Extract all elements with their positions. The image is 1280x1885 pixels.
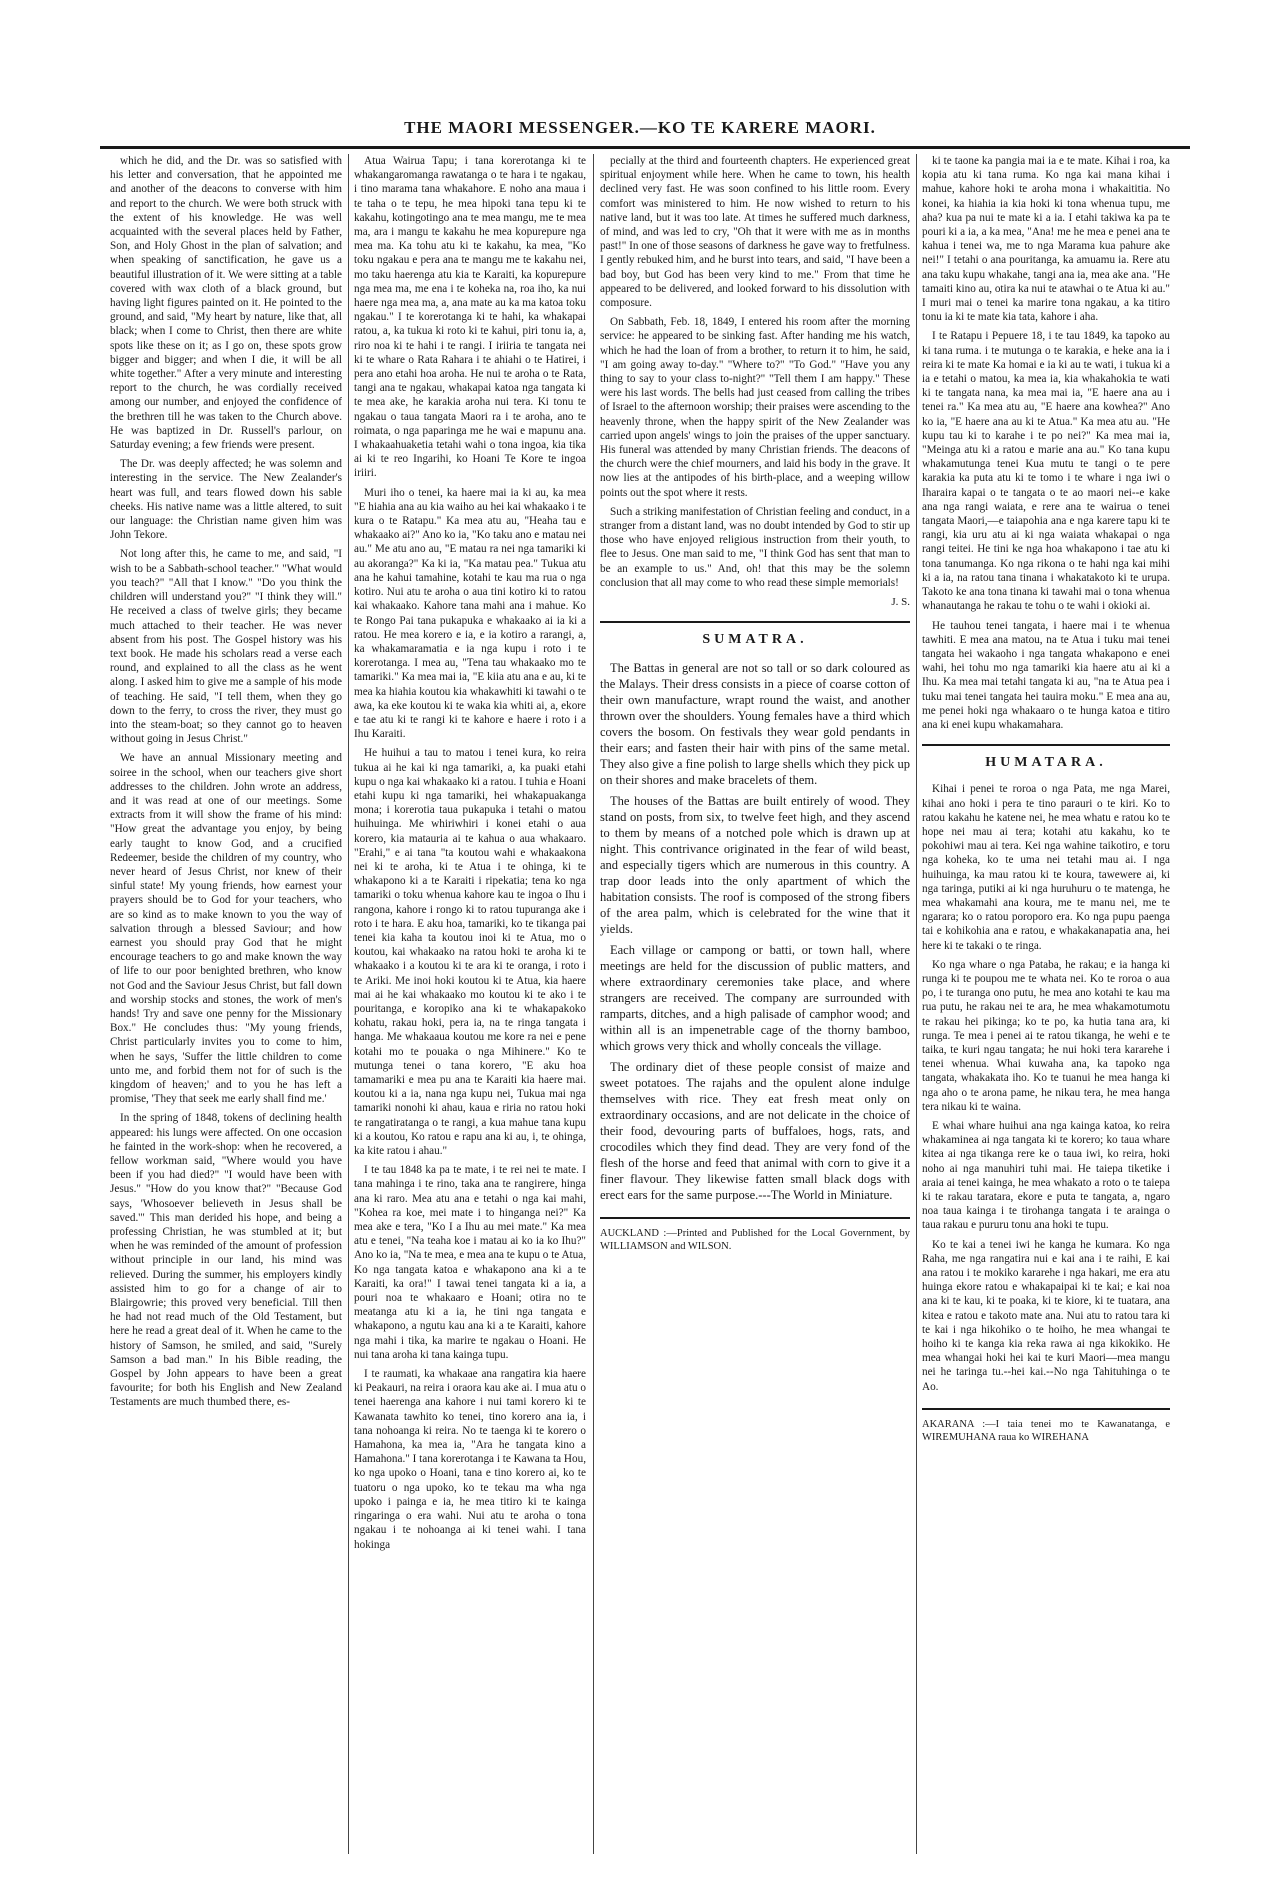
page-header-title: THE MAORI MESSENGER.—KO TE KARERE MAORI.: [404, 118, 876, 137]
column-maori-humatara: [922, 154, 1170, 1854]
paragraph: I te raumati, ka whakaae ana rangatira kia haere ki Peakauri, na reira i oraora kau ake ai. I mua atu o tenei haerenga ana kahore i nui tami korero ki te Kawanata tawhito ko tenei, tino korero ana ia, i tana nohoanga ki reira. No te taenga ki te korero o Hamahona, ka mea ia, "Ara he tangata kino a Hamahona." I tana korerotanga i te Kawana ta Hou, ko nga upoko o Hoani, tana e tino korero ai, ko te tuatoru o nga upoko, ko te tekau ma wha nga upoko i painga e ia, he mea titiro ki te kainga ringaringa o era wahi. Nui atu te aroha o tona ngakau i te nohoanga ai ki tenei wahi. I tana hokinga: [354, 1368, 586, 1551]
column-rule: [348, 154, 349, 1854]
column-rule: [916, 154, 917, 1854]
header-rule: [100, 146, 1190, 149]
paragraph: The houses of the Battas are built entirely of wood. They stand on posts, from six, to twelve feet high, and they ascend to them by means of a notched pole which is drawn up at night. This contrivance originated in the fear of wild beast, and especially tigers which are numerous in this country. A trap door leads into the only apartment of which the habitation consists. The roof is composed of the strong fibers of the area palm, which is celebrated for the wine that it yields.: [600, 793, 910, 936]
article-title-humatara: HUMATARA.: [922, 744, 1170, 770]
paragraph: ki te taone ka pangia mai ia e te mate. Kihai i roa, ka kopia atu ki tana ruma. Ko nga kai mana kihai i mahue, kahore hoki te aroha mona i whakaititia. No konei, ka hiahia ia kia hoki ki tona whenua tupu, me aha? kua pa nui te mate ki a ia. I etahi takiwa ka pa te pouri ki a ia, a ka mea, "Ana! me he mea e penei ana te kahua i tenei wa, me to nga Marama kua pahure ake nei!" I tetahi o ana pouritanga, ka amuamu ia. Rere atu ana taku kupu whakahe, tangi ana ia, mea ake ana. "He tamaiti kino au, otira ka nui te atawhai o te Atua ki au." I muri mai o tenei ka marire tona ngakau, a ka titiro tonu ia ki te mate kia tata, kahore i aha.: [922, 155, 1170, 324]
paragraph: The Battas in general are not so tall or so dark coloured as the Malays. Their dress consists in a piece of coarse cotton of their own manufacture, wrapt round the waist, and another thrown over the shoulders. Young females have a third which covers the bosom. On festivals they wear gold pendants in their ears; and fasten their hair with pins of the same metal. They also give a fine polish to large shells which they pick up on their shores and make bracelets of them.: [600, 660, 910, 787]
paragraph: I te Ratapu i Pepuere 18, i te tau 1849, ka tapoko au ki tana ruma. i te mutunga o te karakia, e heke ana ia i reira ki te mate Ka homai e ia ki au te wati, i tukua ki a ia e tetahi o matou, ka mea ia, kia whakahokia te wati ki te tangata nana, ka mea mai ia, "E haere ana au i tenei ra." Ka mea atu au, "E haere ana kowhea?" Ano ko ia, "E haere ana au ki te Atua." Ka mea atu au. "He kupu tau ki to karahe i te po nei?" Ka mea mai ia, "Meinga atu ki a ratou e marie ana au." Ko tana kupu whakamutunga tenei Kua mutu te tangi o te pere karakia ka puta atu ki te tomo i te whare i nga iwi o Iharaira kapai o te tangata o te ao maori nei--e kake ana nga rangi waiata, e rere ana te wairua o tenei tangata Maori,—e taiapohia ana e nga karere tapu ki te rangi, kia uru atu ai ki nga waiata whakapai o nga rangi teitei. He tini ke nga hoa whakapono i tae atu ki tona tanumanga. Ko nga rikona o te hahi nga kai mihi ki a ia, na ratou tana tinana i whakatakoto ki te urupa. Takoto ke ana tona tinana ki tawahi mai o tona whenua whanautanga he rakau te tohu o te wahi i okioki ai.: [922, 330, 1170, 613]
paragraph: I te tau 1848 ka pa te mate, i te rei nei te mate. I tana mahinga i te rino, taka ana te rangirere, hinga ana ki raro. Mea atu ana e tetahi o nga kai mahi, "Kohea ra koe, mei mate i to hinganga nei?" Ka mea ake e tera, "Ko I a Ihu au mei mate." Ka mea atu e tenei, "Na teaha koe i matau ai ko ia ko Ihu?" Ano ko ia, "Na te mea, e mea ana te kupu o te Atua, Ko nga tangata katoa e whakapono ana ki a te Karaiti, ka ora!" I tawai tenei tangata ki a ia, a pouri noa te whakaaro e Hoani; otira no te meatanga atu ki a ia, he tini nga tangata e whakapono, a ngutu kau ana ki a te Karaiti, kahore nga mahi i tika, ka marire te ngakau o Hoani. He nui tana aroha ki tana kainga tupu.: [354, 1164, 586, 1361]
paragraph: Such a striking manifestation of Christian feeling and conduct, in a stranger from a distant land, was no doubt intended by God to stir up those who have enjoyed religious instruction from their youth, to flee to Jesus. One man said to me, "I think God has sent that man to be an example to us." And, oh! that this may be the solemn conclusion that all may come to who read these simple memorials!: [600, 505, 910, 589]
paragraph: On Sabbath, Feb. 18, 1849, I entered his room after the morning service: he appeared to be sinking fast. After handing me his watch, which he had the loan of from a brother, to return it to him, he said, "I am going away to-day." "Where to?" "To God." "Have you any thing to say to your class to-night?" "Tell them I am happy." These were his last words. The bells had just ceased from calling the tribes of Israel to the afternoon worship; their praises were ascending to the heavenly throne, when the happy spirit of the New Zealander was carried upon angels' wings to join the praises of the upper sanctuary. His funeral was attended by many Christian friends. The deacons of the church were the chief mourners, and laid his body in the grave. It now lies at the antipodes of his birth-place, and a weeping willow points out the spot where it rests.: [600, 316, 910, 499]
paragraph: Atua Wairua Tapu; i tana korerotanga ki te whakangaromanga rawatanga o te hara i te ngakau, i tino marama tana whakahore. E noho ana maua i te taha o te tepu, he mea hipoki tana tepu ki te kakahu, kotingotingo ana te mea mangu, me te mea ma, ara i mangu te kakahu he mea kopurepure nga mea ma. Ka tohu atu ki te kakahu, ka mea, "Ko toku ngakau e pera ana te mangu me te kakahu nei, mo taku haerenga atu kia te Karaiti, ka kopurepure nga mea ma, me ena i te koheka na, roa iho, ka nui haere nga mea ma, a, ana mate au ka ma katoa toku ngakau." I te korerotanga ki te hahi, ka whakapai ratou, a, ka tukua ki roto ki te kahui, piri tonu ia, a, riro noa ki te hahi i te rangi. I iriiria te tangata nei ki te whare o Rata Rahara i te ahiahi o te Hatirei, i pera ano etahi hoa aroha. He nui te aroha o te Rata, tangi ana te ngakau, whakapai katoa nga tangata ki te mea ake, he karakia aroha nui tera. Ki tonu te ngakau o taua tangata Maori ra i te aroha, ano te roimata, o nga paparinga me he wai e mapunu ana. I whakaahuaketia tetahi wahi o tona ingoa, kia tika ai ki te reo Ingarihi, ko Hoani Te Kore te ingoa iriiri.: [354, 155, 586, 480]
paragraph: He tauhou tenei tangata, i haere mai i te whenua tawhiti. E mea ana matou, na te Atua i tuku mai tenei tangata hei wakaoho i nga tangata whakapono e enei wahi, hei tohu mo nga tamariki kia haere atu ai ki a Ihu. Ka mea mai tetahi tangata ki au, "na te Atua pea i tuku mai tenei tangata hei tauira moku." E mea ana au, me penei hoki nga whakaaro o te hunga katoa e titiro ana ki enei kupu whakamahara.: [922, 619, 1170, 731]
paragraph: pecially at the third and fourteenth chapters. He experienced great spiritual enjoyment while here. When he came to town, his health declined very fast. He was soon confined to his little room. Every comfort was ministered to him. He now wished to return to his native land, but it was too late. At times he suffered much darkness, of mind, and was led to cry, "Oh that it were with me as in months past!" In one of those seasons of darkness he gave way to fretfulness. I gently rebuked him, and he burst into tears, and said, "I have been a bad boy, but God has been very kind to me." From that time he appeared to be delivered, and looked forward to his dissolution with composure.: [600, 155, 910, 310]
paragraph: The ordinary diet of these people consist of maize and sweet potatoes. The rajahs and the opulent alone indulge themselves with rice. They eat fresh meat only on extraordinary occasions, and are not delicate in the choice of their food, devouring parts of buffaloes, hogs, rats, and crocodiles which they find dead. They are very fond of the flesh of the horse and feed that animal with corn to give it a finer flavour. They likewise fatten small black dogs with erect ears for the same purpose.---The World in Miniature.: [600, 1059, 910, 1202]
paragraph: We have an annual Missionary meeting and soiree in the school, when our teachers give short addresses to the children. John wrote an address, and it was read at one of our meetings. Some extracts from it will show the frame of his mind: "How great the advantage you enjoy, by being early taught to know God, and a crucified Redeemer, beside the children of my country, who never heard of Jesus Christ, nor knew of their sinful state! My young friends, how earnest your prayers should be to God for your teachers, who are so kind as to make known to you the way of salvation through a blessed Saviour; and how earnest you should pray God that he might encourage teachers to go and make known the way of life to our poor benighted brethren, who know not God and the Saviour Jesus Christ, but fall down and worship stocks and stones, the work of men's hands! Try and save one penny for the Missionary Box." He concludes thus: "My young friends, Christ particularly invites you to come to him, when he says, 'Suffer the little children to come unto me, and forbid them not for of such is the kingdom of heaven;' and to you he has left a promise, 'They that seek me early shall find me.': [110, 752, 342, 1106]
paragraph: Ko te kai a tenei iwi he kanga he kumara. Ko nga Raha, me nga rangatira nui e kai ana i te raihi, E kai ana ratou i te mokiko kararehe i nga hakari, me era atu huinga ekore ratou e whakapaipai ki te kai; e kai noa ana ki te kau, ki te poaka, ki te kiore, ki te tuatara, ana kitea e ratou e takoto mate ana. Nui atu to ratou tara ki te kai i nga hikohiko o te hoiho, he mea whangai te hoiho ki te kanga kia reka rawa ai nga kikokiko. He mea whangai hoki hei kai te kuri Maori—mea mangu nei he taringa tu.--hei kai.--No nga Tahituhinga o te Ao.: [922, 1238, 1170, 1393]
paragraph: which he did, and the Dr. was so satisfied with his letter and conversation, that he appointed me and another of the deacons to converse with him and report to the church. We were both struck with the extent of his knowledge. He was well acquainted with the several places held by Father, Son, and Holy Ghost in the plan of salvation; and when speaking of sanctification, he gave us a beautiful illustration of it. We were sitting at a table covered with wax cloth of a black ground, but having light figures painted on it. He pointed to the ground, and said, "My heart by nature, like that, all black; when I come to Christ, then there are white spots like these on it; as I go on, these spots grow bigger and bigger; and when I die, it will be all white together." After a very minute and interesting report to the church, he was cordially received among our number, and enjoyed the confidence of the brethren till he was taken to the Church above. He was baptized in Dr. Russell's parlour, on Saturday evening; a few friends were present.: [110, 155, 342, 452]
column-english-sumatra: [600, 154, 910, 1854]
paragraph: In the spring of 1848, tokens of declining health appeared: his lungs were affected. On one occasion he fainted in the work-shop: when he recovered, a fellow workman said, "Where would you have been if you had died?" "I would have been with Jesus." "How do you know that?" "Because God says, 'Whosoever believeth in Jesus shall be saved.'" This man derided his hope, and being a professing Christian, he was stumbled at it; but when he was reminded of the amount of profession without principle in our land, his mind was relieved. During the summer, his employers kindly assisted him to go for a change of air to Blairgowrie; this proved very beneficial. Till then he had not read much of the Old Testament, but here he read a great deal of it. When he came to the history of Samson, he smiled, and said, "Surely Samson a bad man." In his Bible reading, the Gospel by John appears to have been a great favourite; for both his English and New Zealand Testaments are much thumbed there, es-: [110, 1112, 342, 1409]
paragraph: Not long after this, he came to me, and said, "I wish to be a Sabbath-school teacher." "What would you teach?" "All that I know." "Do you think the children will understand you?" "I think they will." He received a class of twelve girls; they became much attached to their teacher. He was never absent from his post. The Gospel history was his text book. He made his scholars read a verse each round, and explained to all the class as he went along. I asked him to give me a sample of his mode of teaching. He said, "I tell them, when they go down to the ferry, to cross the river, they must go into the steam-boat; so they cannot go to heaven without going in Jesus Christ.": [110, 548, 342, 746]
printer-imprint: AUCKLAND :—Printed and Published for the Local Government, by WILLIAMSON and WILSON.: [600, 1217, 910, 1253]
paragraph: Kihai i penei te roroa o nga Pata, me nga Marei, kihai ano hoki i pera te tino parauri o te kiri. Ko to ratou kakahu he katene nei, he mea whatu e ratou ko te hope nei mau ai tera; kotahi atu kakahu, ko te pokohiwi mau ai tera. Kei nga wahine taikotiro, e toru nga koheka, ko te uma nei tetahi mau ai. I nga huihuinga, ka mau ratou ki te koura, tawewere ai, ki nga taringa, putiki ai ki nga huruhuru o te matenga, he mea whakamahi ana koura, me te manu nei, me te ngarara; ko o ratou poroporo era. Ko nga pupu paenga tai e kohikohia ana e ratou, e whakakanapatia ana, hei here ki te takaki o te ringa.: [922, 783, 1170, 952]
paragraph: Muri iho o tenei, ka haere mai ia ki au, ka mea "E hiahia ana au kia waiho au hei kai whakaako i te kura o te Ratapu." Ka mea atu au, "Heaha tau e whakaako ai?" Ano ko ia, "Ko taku ano e matau nei au." Me atu ano au, "E matau ra nei nga tamariki ki au akoranga?" Ka ki ia, "Ka matau pea." Tukua atu ana he kahui tamahine, kotahi te kau ma rua o nga kotiro. Nui atu te aroha o aua tini kotiro ki to ratou kai whakaako. Kahore tana mahi ana i mahue. Ko te Rongo Pai tana pukapuka e whakaako ai ia ki a ratou. He mea korero e ia, e ia kotiro a rarangi, a, ka whakamaramatia e ia nga kupu i roto i te korerotanga. I mea au, "Tena tau whakaako mo te tamariki." Ka mea mai ia, "E kiia atu ana e au, ki te mea ka hiahia koutou kia whakawhiti ki tawahi o te awa, ka eke koutou ki te waka kia whiti ai, a, ekore e tae atu ki te rangi ki te kahore e haere i roto i a Ihu Karaiti.: [354, 486, 586, 741]
printer-imprint: AKARANA :—I taia tenei mo te Kawanatanga, e WIREMUHANA raua ko WIREHANA: [922, 1408, 1170, 1444]
paragraph: Each village or campong or batti, or town hall, where meetings are held for the discussion of public matters, and where extraordinary ceremonies take place, and where strangers are received. The company are surrounded with ramparts, ditches, and a high palisade of camphor wood; and within all is an impenetrable cage of the thorny bamboo, which grows very thick and wholly conceals the village.: [600, 942, 910, 1053]
paragraph: E whai whare huihui ana nga kainga katoa, ko reira whakaminea ai nga tangata ki te korero; ko taua whare kitea ai nga tikanga rere ke o taua iwi, ko reira, hoki noho ai nga manuhiri tuhi mai. He taiepa tiketike i araia ai tenei kainga, he mea whakato a roto o te taiepa ki te rakau taratara, ekore e puta te tangata, a, ngaro noa taua kainga i te tirohanga tangata i te arainga o taua rakau e pururu tonu ana hoki te tupu.: [922, 1120, 1170, 1232]
column-maori-memoir: [354, 154, 586, 1854]
paragraph: The Dr. was deeply affected; he was solemn and interesting in the service. The New Zealander's heart was full, and tears flowed down his sable cheeks. His native name was a little altered, to suit our language: the Christian name given him was John Tekore.: [110, 458, 342, 542]
column-rule: [593, 154, 594, 1854]
paragraph: Ko nga whare o nga Pataba, he rakau; e ia hanga ki runga ki te poupou me te whata nei. Ko te roroa o aua po, i te turanga ono putu, he mea ano kotahi te kau ma rua putu, he rakau nei te ara, he mea whakamotumotu te rakau hei pikinga; ko te po, ka hutia tana ara, ki runga. Te mea i penei ai te ratou tikanga, he wehi e te taika, te kuri ngau tangata; he nui hoki tera kararehe i tenei whenua. Whai kuwaha ana, ka tapoko nga tangata, whakakata iho. Ko te tuanui he mea hanga ki nga aho o te arona pame, he nikau tera, he mea hanga tera nikau ki te waina.: [922, 958, 1170, 1113]
paragraph: He huihui a tau to matou i tenei kura, ko reira tukua ai he kai ki nga tamariki, a, ka puaki etahi kupu o nga kai whakaako ki a ratou. I tuhia e Hoani etahi kupu ki nga tamariki, hei whakapuakanga mona; i korerotia taua pukapuka i tetahi o matou huihuinga. Me whiriwhiri i konei etahi o aua korero, kia matauria ai te kahua o aua whakaaro. "Erahi," e ai tana "ta koutou wahi e whakaakona nei ki te aroha, ki te Atua i te ohinga, ki te whakapono ki a te Karaiti i ripekatia; tena ko nga tamariki o toku whenua kahore kau te ingoa o Ihu i rangona, kahore i rongo ki to ratou tupuranga ake i roto i te hara. E aku hoa, tamariki, ko te tikanga pai tenei kia kaha ta koutou inoi ki te Atua, mo o koutou, kai whakaako na ratou hoki te aroha ki te whakaako i a koutou ki te ara ki te oranga, i roto i te Ariki. Me inoi hoki koutou ki te Atua, kia haere mai ai he kai whakaako mo koutou ki te ako i te pouritanga, e koropiko ana ki te whakapakoko kohatu, rakau hoki, pera ia, na te ringa tangata i hanga. Me whakaaua koutou me kore ra nei e pene kotahi mo te pouaka o nga Mihinere." Ko te mutunga tenei o tana korero, "E aku hoa tamamariki e mea pu ana te Karaiti kia haere mai. koutou ki a ia, nana nga kupu nei, Tukua mai nga tamariki nonohi ki ahau, kaua e riria no ratou hoki te rangatiratanga o te rangi, a kua mahue tana kupu ki a koutou, Ko ratou e rapu ana ki au, i, te ohinga, ka kite ratou i ahau.": [354, 747, 586, 1158]
author-signature: J. S.: [891, 596, 910, 609]
column-english-memoir: [110, 154, 342, 1854]
article-title-sumatra: SUMATRA.: [600, 621, 910, 647]
